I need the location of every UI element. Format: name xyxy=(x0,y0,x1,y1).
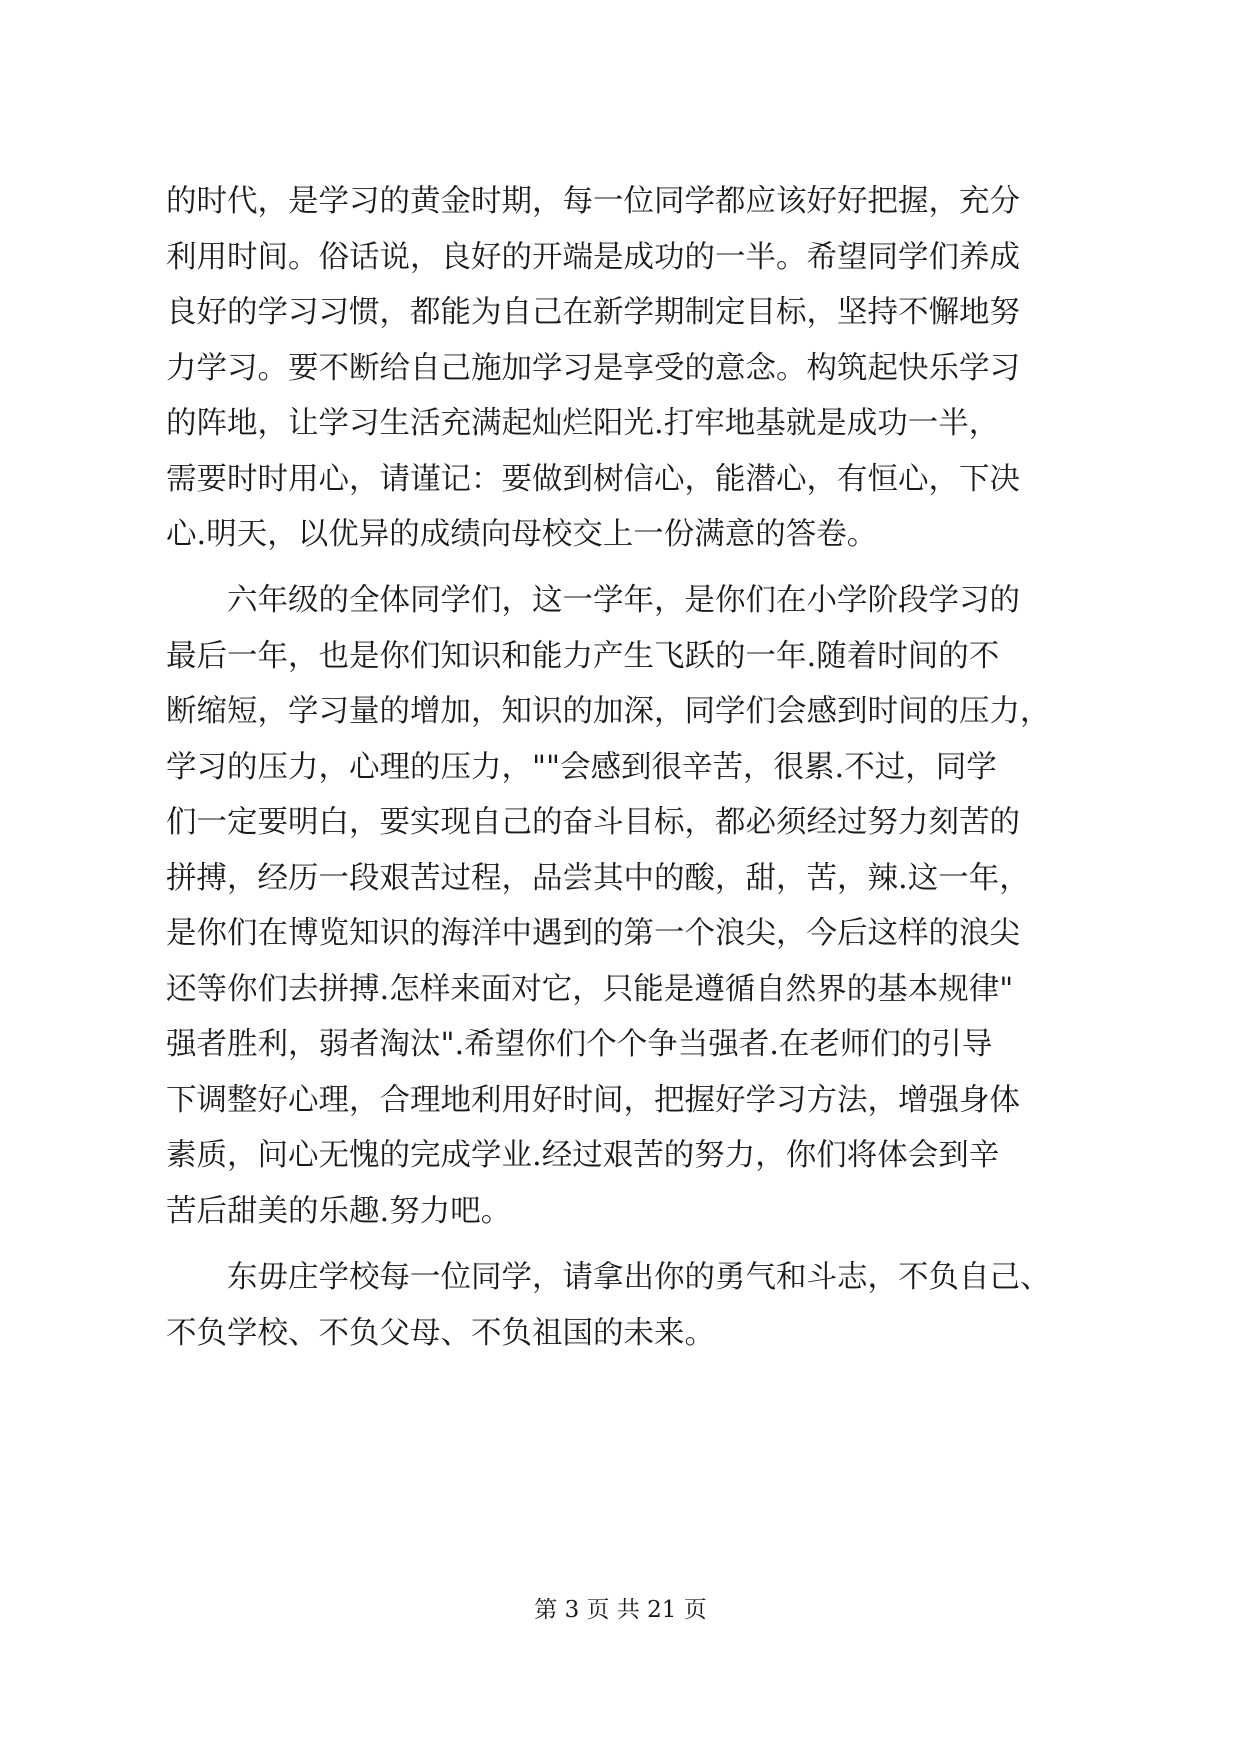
paragraph-line: 心.明天，以优异的成绩向母校交上一份满意的答卷。 xyxy=(166,517,878,552)
page-number-footer: 第 3 页 共 21 页 xyxy=(534,1597,707,1623)
paragraph-line: 力学习。要不断给自己施加学习是享受的意念。构筑起快乐学习 xyxy=(166,351,1020,386)
paragraph-line: 六年级的全体同学们，这一学年，是你们在小学阶段学习的 xyxy=(227,583,1020,618)
paragraph-line: 学习的压力，心理的压力，""会感到很辛苦，很累.不过，同学 xyxy=(166,750,997,785)
paragraph-line: 不负学校、不负父母、不负祖国的未来。 xyxy=(166,1316,715,1351)
paragraph-line: 强者胜利，弱者淘汰".希望你们个个争当强者.在老师们的引导 xyxy=(166,1027,993,1062)
paragraph-line: 的时代，是学习的黄金时期，每一位同学都应该好好把握，充分 xyxy=(166,184,1020,219)
paragraph-line: 是你们在博览知识的海洋中遇到的第一个浪尖，今后这样的浪尖 xyxy=(166,916,1020,951)
paragraph-line: 最后一年，也是你们知识和能力产生飞跃的一年.随着时间的不 xyxy=(166,639,1000,674)
paragraph-line: 还等你们去拼搏.怎样来面对它，只能是遵循自然界的基本规律" xyxy=(166,972,1014,1007)
paragraph-line: 良好的学习习惯，都能为自己在新学期制定目标，坚持不懈地努 xyxy=(166,295,1020,330)
paragraph-line: 需要时时用心，请谨记：要做到树信心，能潜心，有恒心，下决 xyxy=(166,462,1020,497)
paragraph-line: 断缩短，学习量的增加，知识的加深，同学们会感到时间的压力， xyxy=(166,694,1051,729)
paragraph-line: 拼搏，经历一段艰苦过程，品尝其中的酸，甜，苦，辣.这一年， xyxy=(166,861,1030,896)
paragraph-line: 素质，问心无愧的完成学业.经过艰苦的努力，你们将体会到辛 xyxy=(166,1138,1000,1173)
paragraph-line: 下调整好心理，合理地利用好时间，把握好学习方法，增强身体 xyxy=(166,1083,1020,1118)
paragraph-line: 苦后甜美的乐趣.努力吧。 xyxy=(166,1194,512,1229)
paragraph-line: 们一定要明白，要实现自己的奋斗目标，都必须经过努力刻苦的 xyxy=(166,805,1020,840)
paragraph-line: 的阵地，让学习生活充满起灿烂阳光.打牢地基就是成功一半， xyxy=(166,406,1000,441)
paragraph-line: 东毋庄学校每一位同学，请拿出你的勇气和斗志，不负自己、 xyxy=(227,1260,1051,1295)
paragraph-line: 利用时间。俗话说，良好的开端是成功的一半。希望同学们养成 xyxy=(166,240,1020,275)
